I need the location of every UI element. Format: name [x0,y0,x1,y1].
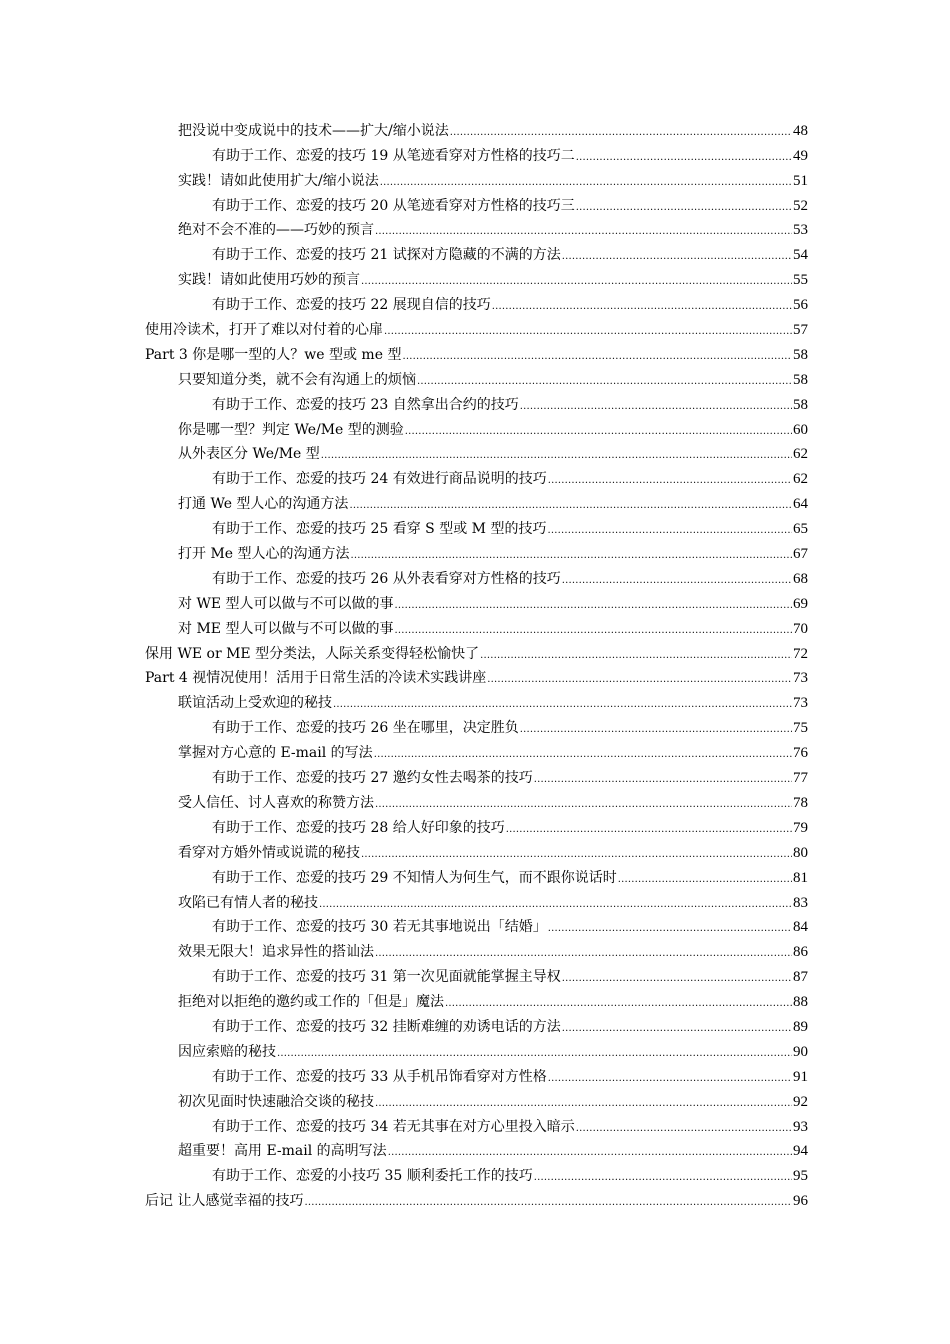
toc-dot-leader [450,121,792,141]
toc-entry-title: 拒绝对以拒绝的邀约或工作的「但是」魔法 [178,994,444,1011]
toc-entry[interactable] [0,763,808,788]
toc-dot-leader [361,270,792,290]
toc-entry[interactable] [0,315,808,340]
toc-entry[interactable] [0,1037,808,1062]
toc-entry[interactable] [0,1137,808,1162]
toc-entry-page-number: 86 [793,944,808,961]
toc-entry-title: 有助于工作、恋爱的技巧 31 第一次见面就能掌握主导权 [212,969,561,986]
toc-entry[interactable] [0,813,808,838]
toc-dot-leader [321,444,792,464]
toc-entry-title: 有助于工作、恋爱的技巧 33 从手机吊饰看穿对方性格 [212,1068,547,1085]
toc-entry[interactable] [0,863,808,888]
toc-dot-leader [349,494,792,514]
toc-entry-page-number: 75 [793,720,808,737]
toc-entry-title: 有助于工作、恋爱的技巧 30 若无其事地说出「结婚」 [212,919,547,936]
toc-entry-page-number: 62 [793,446,808,463]
toc-entry[interactable] [0,738,808,763]
toc-entry[interactable] [0,340,808,365]
toc-entry-page-number: 64 [793,496,808,513]
toc-entry-page-number: 79 [793,819,808,836]
toc-dot-leader [374,743,792,763]
toc-entry-title: 有助于工作、恋爱的技巧 21 试探对方隐藏的不满的方法 [212,247,561,264]
toc-entry[interactable] [0,639,808,664]
toc-entry[interactable] [0,440,808,465]
toc-entry[interactable] [0,987,808,1012]
toc-dot-leader [548,917,792,937]
toc-dot-leader [534,768,792,788]
toc-entry[interactable] [0,539,808,564]
toc-entry-page-number: 54 [793,247,808,264]
toc-entry-title: 实践！请如此使用扩大/缩小说法 [178,172,379,189]
toc-entry-title: 受人信任、讨人喜欢的称赞方法 [178,794,374,811]
toc-entry-page-number: 58 [793,346,808,363]
toc-entry[interactable] [0,664,808,689]
toc-entry-title: 有助于工作、恋爱的技巧 20 从笔迹看穿对方性格的技巧三 [212,197,575,214]
toc-entry-title: 有助于工作、恋爱的技巧 25 看穿 S 型或 M 型的技巧 [212,521,547,538]
toc-dot-leader [487,668,792,688]
toc-entry[interactable] [0,589,808,614]
toc-entry-page-number: 65 [793,521,808,538]
toc-entry[interactable] [0,265,808,290]
toc-entry[interactable] [0,240,808,265]
toc-entry-page-number: 58 [793,396,808,413]
toc-entry-title: 有助于工作、恋爱的技巧 24 有效进行商品说明的技巧 [212,471,547,488]
toc-entry-title: 联谊活动上受欢迎的秘技 [178,695,332,712]
toc-dot-leader [547,519,792,539]
toc-entry-page-number: 68 [793,570,808,587]
toc-entry-title: 有助于工作、恋爱的技巧 32 挂断难缠的劝诱电话的方法 [212,1018,561,1035]
toc-dot-leader [333,693,792,713]
toc-entry[interactable] [0,888,808,913]
toc-dot-leader [361,843,792,863]
toc-entry-title: 对 ME 型人可以做与不可以做的事 [178,620,394,637]
toc-entry-title: 攻陷已有情人者的秘技 [178,894,318,911]
toc-entry[interactable] [0,290,808,315]
toc-entry-page-number: 92 [793,1093,808,1110]
toc-entry[interactable] [0,937,808,962]
toc-entry-page-number: 55 [793,272,808,289]
toc-entry-page-number: 73 [793,670,808,687]
toc-entry[interactable] [0,116,808,141]
table-of-contents [0,116,950,1211]
toc-entry-page-number: 69 [793,595,808,612]
toc-entry-title: 有助于工作、恋爱的技巧 34 若无其事在对方心里投入暗示 [212,1118,575,1135]
toc-entry-page-number: 89 [793,1018,808,1035]
toc-entry-page-number: 48 [793,122,808,139]
toc-dot-leader [492,295,792,315]
toc-dot-leader [520,395,792,415]
toc-dot-leader [304,1191,792,1211]
toc-dot-leader [618,868,792,888]
toc-entry[interactable] [0,489,808,514]
toc-entry-title: 看穿对方婚外情或说谎的秘技 [178,844,360,861]
toc-entry-page-number: 49 [793,147,808,164]
toc-entry-title: 有助于工作、恋爱的小技巧 35 顺利委托工作的技巧 [212,1168,533,1185]
toc-dot-leader [562,245,792,265]
toc-entry-page-number: 88 [793,994,808,1011]
toc-dot-leader [576,1117,792,1137]
toc-entry-page-number: 95 [793,1168,808,1185]
toc-entry-page-number: 78 [793,794,808,811]
toc-entry[interactable] [0,788,808,813]
toc-entry-page-number: 76 [793,745,808,762]
toc-entry-page-number: 96 [793,1193,808,1210]
toc-entry-title: 有助于工作、恋爱的技巧 19 从笔迹看穿对方性格的技巧二 [212,147,575,164]
toc-dot-leader [562,569,792,589]
toc-entry[interactable] [0,1087,808,1112]
toc-dot-leader [380,171,792,191]
toc-entry[interactable] [0,390,808,415]
toc-entry-page-number: 56 [793,297,808,314]
toc-entry[interactable] [0,1062,808,1087]
toc-entry-title: 超重要！高用 E-mail 的高明写法 [178,1143,387,1160]
toc-entry-page-number: 91 [793,1068,808,1085]
toc-dot-leader [384,320,792,340]
toc-entry-title: 你是哪一型？判定 We/Me 型的测验 [178,421,404,438]
toc-entry[interactable] [0,141,808,166]
toc-entry[interactable] [0,1186,808,1211]
toc-entry-page-number: 52 [793,197,808,214]
toc-entry-title: 掌握对方心意的 E-mail 的写法 [178,745,373,762]
toc-dot-leader [520,718,792,738]
toc-dot-leader [277,1042,792,1062]
toc-dot-leader [576,196,792,216]
toc-dot-leader [395,594,792,614]
toc-entry-title: 打开 Me 型人心的沟通方法 [178,546,350,563]
toc-entry-page-number: 87 [793,969,808,986]
toc-entry[interactable] [0,564,808,589]
toc-entry-title: 有助于工作、恋爱的技巧 23 自然拿出合约的技巧 [212,396,519,413]
toc-entry-page-number: 90 [793,1043,808,1060]
toc-entry-title: 有助于工作、恋爱的技巧 28 给人好印象的技巧 [212,819,505,836]
toc-entry[interactable] [0,365,808,390]
toc-entry-page-number: 73 [793,695,808,712]
toc-entry-page-number: 53 [793,222,808,239]
toc-entry-title: 有助于工作、恋爱的技巧 22 展现自信的技巧 [212,297,491,314]
toc-entry-title: 保用 WE or ME 型分类法，人际关系变得轻松愉快了 [145,645,480,662]
toc-entry-title: 有助于工作、恋爱的技巧 26 从外表看穿对方性格的技巧 [212,570,561,587]
toc-dot-leader [562,967,792,987]
toc-entry-title: 对 WE 型人可以做与不可以做的事 [178,595,394,612]
toc-entry-title: 因应索赔的秘技 [178,1043,276,1060]
toc-entry[interactable] [0,838,808,863]
toc-entry-title: 有助于工作、恋爱的技巧 27 邀约女性去喝茶的技巧 [212,770,533,787]
toc-dot-leader [417,370,792,390]
toc-entry-title: 效果无限大！追求异性的搭讪法 [178,944,374,961]
toc-entry[interactable] [0,1112,808,1137]
toc-entry[interactable] [0,913,808,938]
toc-entry[interactable] [0,415,808,440]
toc-entry[interactable] [0,216,808,241]
toc-dot-leader [548,1067,792,1087]
toc-entry[interactable] [0,191,808,216]
toc-dot-leader [445,992,792,1012]
toc-dot-leader [375,793,792,813]
toc-dot-leader [375,1092,792,1112]
toc-entry-title: 后记 让人感觉幸福的技巧 [145,1193,304,1210]
toc-dot-leader [506,818,792,838]
toc-entry-title: 有助于工作、恋爱的技巧 26 坐在哪里，决定胜负 [212,720,519,737]
toc-entry-page-number: 67 [793,546,808,563]
toc-entry-page-number: 93 [793,1118,808,1135]
toc-entry-title: 从外表区分 We/Me 型 [178,446,320,463]
toc-entry-page-number: 58 [793,371,808,388]
toc-entry[interactable] [0,514,808,539]
toc-entry-title: 绝对不会不准的——巧妙的预言 [178,222,374,239]
toc-dot-leader [388,1141,792,1161]
toc-entry[interactable] [0,962,808,987]
toc-dot-leader [351,544,792,564]
toc-entry-page-number: 94 [793,1143,808,1160]
toc-entry-title: Part 3 你是哪一型的人？we 型或 me 型 [145,346,402,363]
toc-dot-leader [534,1166,792,1186]
toc-entry[interactable] [0,1161,808,1186]
toc-entry-title: 实践！请如此使用巧妙的预言 [178,272,360,289]
toc-entry[interactable] [0,166,808,191]
toc-entry-title: 只要知道分类，就不会有沟通上的烦恼 [178,371,416,388]
toc-entry-title: 有助于工作、恋爱的技巧 29 不知情人为何生气，而不跟你说话时 [212,869,617,886]
toc-entry-title: Part 4 视情况使用！活用于日常生活的冷读术实践讲座 [145,670,487,687]
toc-dot-leader [548,469,792,489]
toc-entry-title: 使用冷读术，打开了难以对付着的心扉 [145,322,383,339]
toc-dot-leader [480,644,792,664]
toc-entry-page-number: 51 [793,172,808,189]
toc-dot-leader [405,420,792,440]
toc-dot-leader [576,146,792,166]
toc-entry[interactable] [0,1012,808,1037]
toc-entry-page-number: 84 [793,919,808,936]
toc-entry-page-number: 77 [793,770,808,787]
toc-dot-leader [375,942,792,962]
toc-entry-page-number: 70 [793,620,808,637]
toc-entry-title: 初次见面时快速融洽交谈的秘技 [178,1093,374,1110]
toc-dot-leader [562,1017,792,1037]
toc-dot-leader [375,220,792,240]
toc-entry[interactable] [0,464,808,489]
toc-dot-leader [402,345,792,365]
toc-entry[interactable] [0,688,808,713]
toc-entry-page-number: 60 [793,421,808,438]
toc-entry[interactable] [0,614,808,639]
toc-dot-leader [319,893,792,913]
toc-entry-page-number: 80 [793,844,808,861]
toc-entry-page-number: 83 [793,894,808,911]
toc-dot-leader [394,619,792,639]
toc-entry-page-number: 62 [793,471,808,488]
toc-entry-title: 把没说中变成说中的技术——扩大/缩小说法 [178,122,449,139]
toc-entry-title: 打通 We 型人心的沟通方法 [178,496,349,513]
toc-entry[interactable] [0,713,808,738]
toc-entry-page-number: 81 [793,869,808,886]
toc-entry-page-number: 72 [793,645,808,662]
toc-entry-page-number: 57 [793,322,808,339]
